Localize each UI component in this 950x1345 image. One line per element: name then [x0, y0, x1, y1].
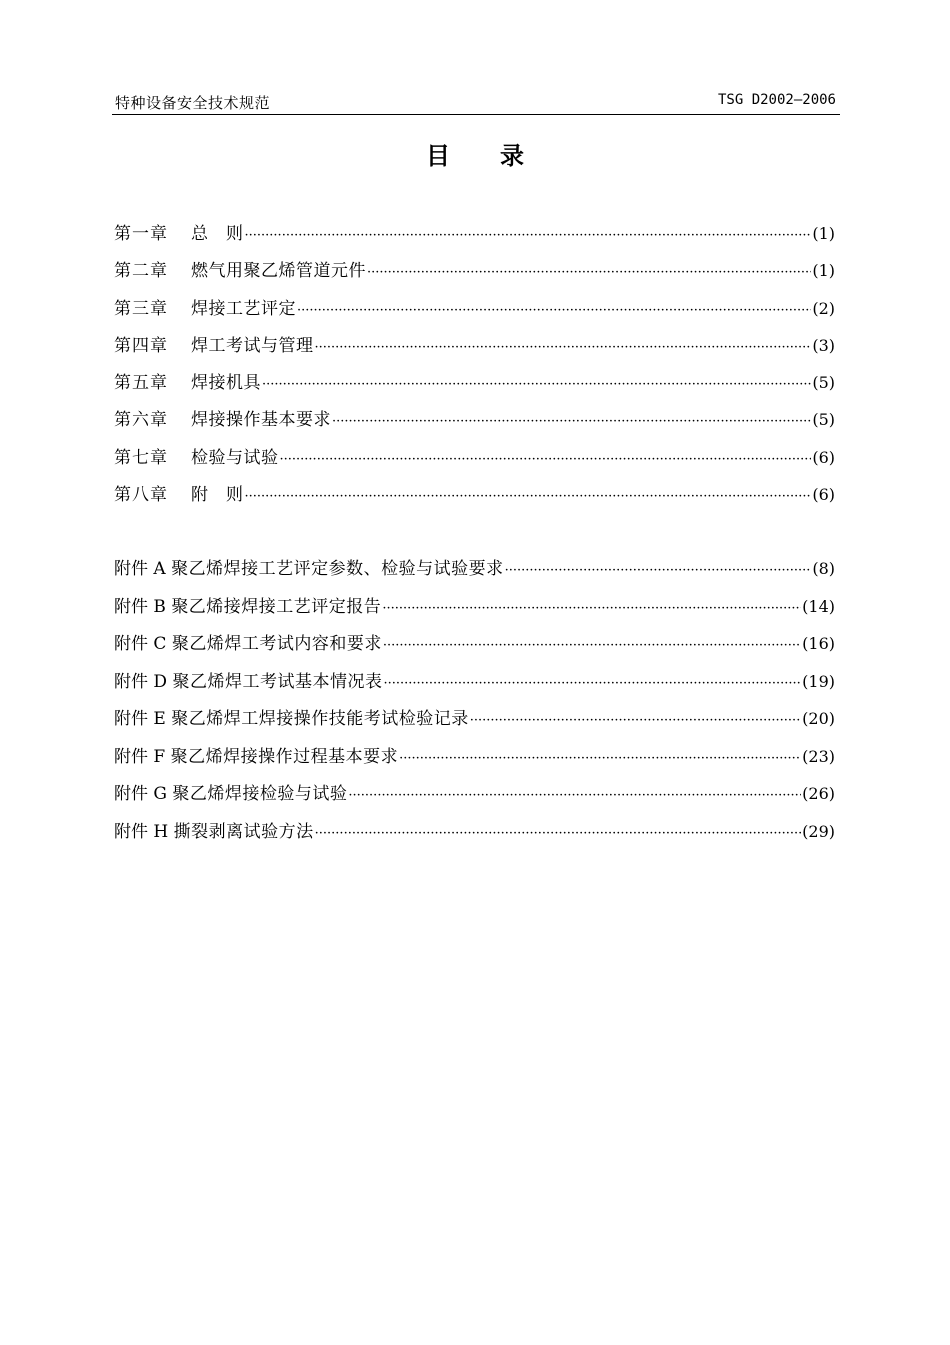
toc-entry-title: 焊接操作基本要求 [191, 410, 331, 431]
toc-entry-page: (16) [802, 634, 835, 653]
dot-leader [367, 265, 811, 280]
dot-leader [470, 713, 801, 728]
toc-entry-chapter-4[interactable] [114, 331, 835, 368]
toc-entry-page: (1) [812, 261, 835, 281]
toc-entry-label: 第八章 [114, 485, 168, 506]
toc-entry-chapter-8[interactable] [114, 480, 835, 517]
toc-entry-label: 附件 F [114, 746, 166, 767]
toc-entry-title: 焊接工艺评定 [191, 298, 296, 319]
toc-entry-title: 撕裂剥离试验方法 [173, 821, 314, 842]
toc-entry-page: (23) [802, 746, 835, 766]
toc-entry-title: 聚乙烯焊工考试内容和要求 [171, 634, 382, 654]
toc-entry-label: 第五章 [114, 373, 168, 394]
toc-entry-title: 聚乙烯焊工焊接操作技能考试检验记录 [171, 709, 469, 729]
toc-entry-chapter-2[interactable] [114, 256, 835, 293]
toc-entry-appendix-h[interactable] [114, 817, 835, 855]
dot-leader [280, 452, 812, 467]
toc-entry-title: 聚乙烯焊接检验与试验 [172, 784, 348, 804]
dot-leader [297, 303, 811, 318]
toc-entry-page: (20) [802, 709, 835, 728]
dot-leader [315, 340, 812, 355]
dot-leader [383, 638, 801, 653]
dot-leader [382, 601, 801, 616]
toc-entry-title: 聚乙烯焊接工艺评定参数、检验与试验要求 [171, 559, 504, 579]
toc-entry-label: 附件 D [114, 671, 168, 692]
toc-entry-label: 第三章 [114, 298, 168, 319]
toc-entry-title: 聚乙烯焊接操作过程基本要求 [170, 746, 399, 767]
toc-entry-page: (1) [812, 224, 835, 243]
toc-entry-title: 聚乙烯接焊接工艺评定报告 [171, 596, 382, 617]
toc-appendices [114, 554, 835, 854]
header-series-title: 特种设备安全技术规范 [115, 94, 271, 112]
toc-entry-appendix-g[interactable] [114, 779, 835, 817]
toc-entry-page: (6) [812, 485, 835, 505]
toc-entry-title: 总 则 [191, 224, 244, 244]
toc-entry-label: 附件 C [114, 634, 167, 654]
toc-entry-label: 第四章 [114, 335, 168, 356]
toc-chapters [114, 219, 835, 517]
dot-leader [245, 228, 812, 243]
dot-leader [315, 826, 802, 841]
toc-entry-chapter-7[interactable] [114, 443, 835, 480]
toc-entry-label: 第二章 [114, 261, 168, 282]
dot-leader [332, 414, 811, 429]
toc-entry-title: 附 则 [191, 485, 244, 506]
toc-entry-page: (8) [812, 559, 835, 578]
toc-entry-page: (19) [802, 671, 835, 691]
toc-entry-label: 附件 G [114, 784, 167, 804]
toc-entry-label: 附件 H [114, 821, 169, 842]
toc-entry-chapter-6[interactable] [114, 405, 835, 442]
toc-entry-label: 附件 B [114, 596, 166, 617]
toc-entry-chapter-1[interactable] [114, 219, 835, 256]
toc-entry-page: (3) [812, 335, 835, 355]
toc-entry-appendix-f[interactable] [114, 742, 835, 780]
page-header [112, 90, 840, 115]
dot-leader [399, 751, 801, 766]
dot-leader [245, 489, 812, 504]
toc-entry-title: 检验与试验 [191, 447, 279, 468]
toc-entry-page: (5) [812, 410, 835, 430]
toc-entry-page: (5) [812, 373, 835, 393]
toc-entry-label: 第一章 [114, 224, 168, 244]
toc-entry-title: 聚乙烯焊工考试基本情况表 [172, 671, 383, 692]
toc-entry-title: 焊接机具 [191, 373, 261, 394]
toc-entry-label: 附件 E [114, 709, 166, 729]
toc-entry-page: (29) [802, 821, 835, 841]
toc-entry-appendix-a[interactable] [114, 554, 835, 592]
toc-entry-appendix-e[interactable] [114, 704, 835, 742]
toc-entry-appendix-c[interactable] [114, 629, 835, 667]
dot-leader [505, 563, 812, 578]
toc-entry-label: 附件 A [114, 559, 166, 579]
toc-entry-page: (26) [802, 784, 835, 803]
toc-entry-chapter-3[interactable] [114, 294, 835, 331]
header-document-code: TSG D2002—2006 [717, 92, 836, 108]
dot-leader [348, 788, 801, 803]
toc-entry-title: 焊工考试与管理 [191, 335, 314, 356]
dot-leader [262, 377, 811, 392]
page-title: 目录 [426, 142, 574, 170]
toc-entry-title: 燃气用聚乙烯管道元件 [191, 261, 366, 282]
toc-entry-chapter-5[interactable] [114, 368, 835, 405]
toc-entry-label: 第六章 [114, 410, 168, 431]
toc-entry-page: (14) [802, 596, 835, 616]
toc-entry-page: (2) [812, 298, 835, 318]
toc-entry-appendix-d[interactable] [114, 667, 835, 705]
toc-entry-label: 第七章 [114, 447, 168, 468]
dot-leader [383, 676, 801, 691]
toc-entry-page: (6) [812, 447, 835, 467]
toc-entry-appendix-b[interactable] [114, 592, 835, 630]
